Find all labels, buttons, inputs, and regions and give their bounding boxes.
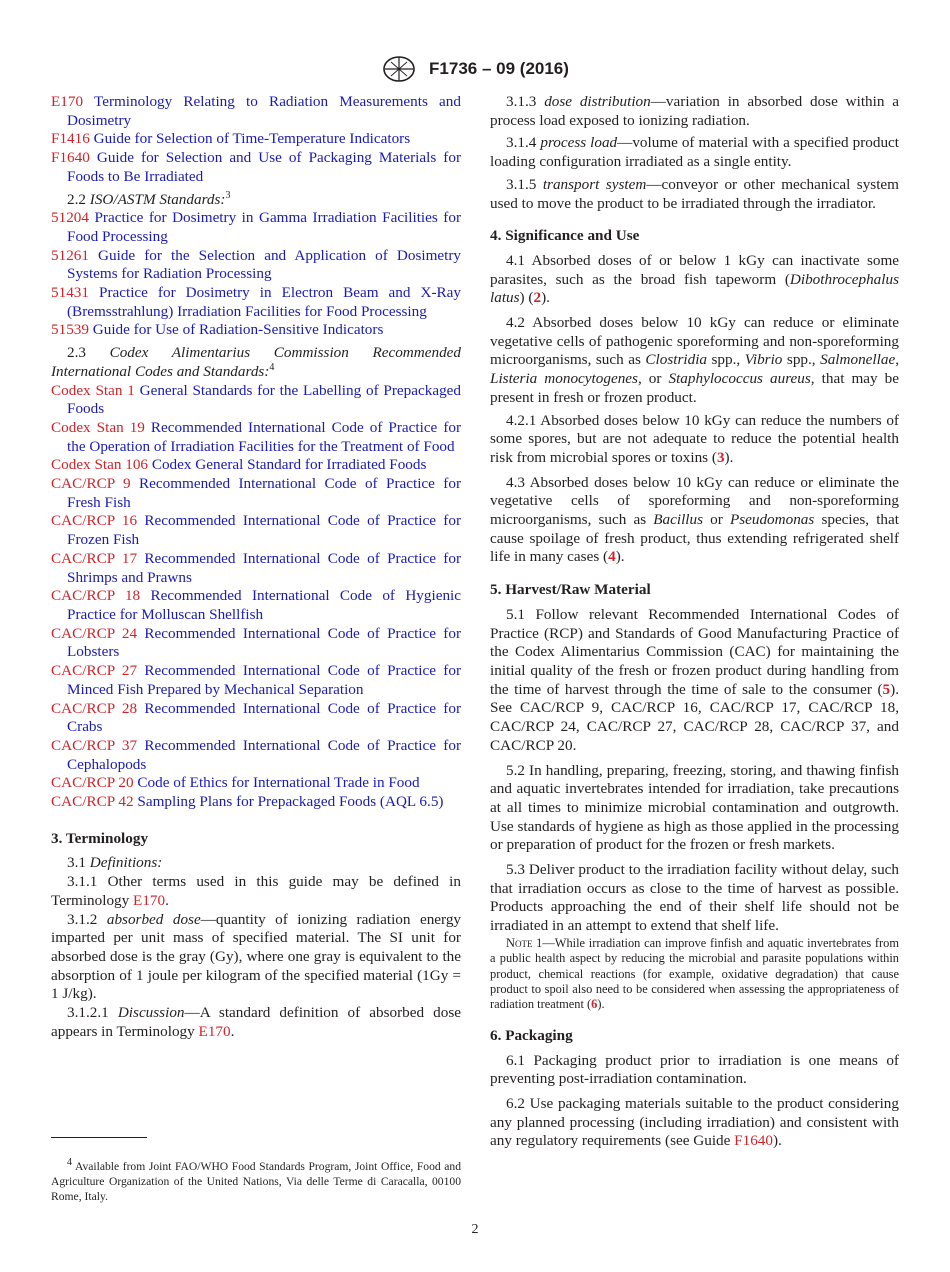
reference-list-iso — [51, 209, 461, 340]
reference-item[interactable] — [51, 321, 461, 340]
reference-title[interactable]: Recommended International Code of Practice for Fresh Fish — [67, 475, 462, 511]
reference-code[interactable]: CAC/RCP 28 — [51, 699, 138, 717]
footnote-4: $^4$ Available from Joint FAO/WHO Food Standards Program, Joint Office, Food and Agriculture Organization of the United Nations, Via delle Terme di Caracalla, 00100 Rome, Italy. — [51, 1156, 461, 1204]
reference-list-astm — [51, 93, 461, 187]
para-4-1: 4.1 Absorbed doses of or below 1 kGy can inactivate some parasites, such as the broad fish tapeworm (Dibothrocephalus latus) (2). — [490, 251, 899, 307]
para-3-1-2-1: 3.1.2.1 Discussion—A standard definition of absorbed dose appears in Terminology E170. — [51, 1004, 462, 1040]
right-column — [490, 93, 899, 1151]
reference-item[interactable] — [51, 149, 461, 186]
reference-title[interactable]: Recommended International Code of Practice for Crabs — [67, 699, 462, 736]
reference-code[interactable]: CAC/RCP 20 — [51, 774, 134, 792]
reference-code[interactable]: CAC/RCP 24 — [51, 624, 138, 642]
para-6-1: 6.1 Packaging product prior to irradiation is one means of preventing post-irradiation contamination. — [490, 1051, 899, 1088]
reference-item[interactable] — [51, 662, 461, 699]
reference-item[interactable] — [51, 130, 461, 149]
reference-title[interactable]: General Standards for the Labelling of Prepackaged Foods — [67, 381, 462, 418]
reference-code[interactable]: CAC/RCP 17 — [51, 549, 138, 567]
ref-link-4[interactable]: 4 — [608, 548, 616, 566]
reference-item[interactable] — [51, 774, 461, 793]
reference-code[interactable]: CAC/RCP 27 — [51, 662, 138, 680]
document-id: F1736 – 09 (2016) — [429, 59, 569, 78]
reference-title[interactable]: Recommended International Code of Hygienic Practice for Molluscan Shellfish — [67, 587, 461, 623]
reference-item[interactable] — [51, 284, 461, 321]
reference-item[interactable] — [51, 793, 461, 812]
reference-code[interactable]: Codex Stan 106 — [51, 456, 149, 474]
reference-item[interactable] — [51, 737, 461, 774]
para-3-1: 3.1 Definitions: — [67, 854, 163, 872]
reference-item[interactable] — [51, 550, 461, 587]
reference-title[interactable]: Recommended International Code of Practice for Minced Fish Prepared by Mechanical Separation — [67, 662, 462, 698]
reference-code[interactable]: Codex Stan 19 — [51, 418, 145, 436]
ref-link-5[interactable]: 5 — [882, 680, 891, 698]
reference-code[interactable]: Codex Stan 1 — [51, 381, 135, 399]
reference-code[interactable]: 51431 — [51, 284, 89, 302]
section-3-heading: 3. Terminology — [51, 829, 149, 847]
section-6-heading: 6. Packaging — [490, 1026, 573, 1044]
reference-code[interactable]: F1640 — [51, 149, 90, 167]
reference-item[interactable] — [51, 382, 461, 419]
para-3-1-2: 3.1.2 absorbed dose—quantity of ionizing radiation energy imparted per unit mass of specified material. The SI unit for absorbed dose is the gray (Gy), where one gray is equivalent to the absorption of 1 joule per kilogram of the specified material (1Gy = 1 J/kg). — [51, 910, 462, 1003]
para-5-2: 5.2 In handling, preparing, freezing, storing, and thawing finfish and aquatic invertebrates intended for irradiation, take precautions at all times to minimize microbial contamination and outgrowth. Use standards of hygiene as high as those applied in the processing or preparation of product for the frozen or fresh markets. — [490, 761, 899, 854]
reference-item[interactable] — [51, 512, 461, 549]
reference-title[interactable]: Guide for the Selection and Application of Dosimetry Systems for Radiation Processing — [67, 246, 461, 283]
reference-title[interactable]: Recommended International Code of Practice for Lobsters — [67, 624, 462, 661]
reference-list-codex — [51, 382, 461, 812]
para-3-1-5: 3.1.5 transport system—conveyor or other mechanical system used to move the product to be irradiated through the irradiator. — [490, 175, 899, 212]
page-number: 2 — [471, 1222, 479, 1237]
reference-title[interactable]: Recommended International Code of Practice for Cephalopods — [67, 736, 462, 773]
reference-code[interactable]: 51261 — [51, 246, 89, 264]
codex-standards-heading: 2.3 Codex Alimentarius Commission Recommended International Codes and Standards:$^4$ — [51, 344, 461, 380]
left-column — [51, 93, 461, 1041]
reference-title[interactable]: Guide for Selection of Time-Temperature Indicators — [93, 130, 411, 148]
iso-standards-heading: 2.2 ISO/ASTM Standards:$^3$ — [67, 189, 231, 208]
ref-link-2[interactable]: 2 — [533, 289, 542, 307]
reference-title[interactable]: Code of Ethics for International Trade in Food — [137, 774, 420, 792]
ref-link-3[interactable]: 3 — [716, 448, 725, 466]
link-e170[interactable]: E170 — [133, 891, 166, 909]
astm-logo-icon — [381, 54, 417, 84]
reference-code[interactable]: 51204 — [51, 209, 89, 227]
reference-title[interactable]: Terminology Relating to Radiation Measurements and Dosimetry — [67, 93, 461, 129]
reference-item[interactable] — [51, 209, 461, 246]
reference-code[interactable]: CAC/RCP 18 — [51, 587, 141, 605]
link-f1640[interactable]: F1640 — [734, 1132, 773, 1150]
para-3-1-1: 3.1.1 Other terms used in this guide may be defined in Terminology E170. — [51, 873, 461, 909]
reference-item[interactable] — [51, 587, 461, 624]
note-1: Note 1—While irradiation can improve finfish and aquatic invertebrates from a public health aspect by reducing the microbial and parasite populations within product, chemical reactions (for example, oxidative degradation) that cause product to spoil also need to be considered when assessing the appropriateness of radiation treatment (6). — [490, 935, 899, 1012]
para-5-3: 5.3 Deliver product to the irradiation facility without delay, such that irradiation occurs as close to the time of harvest as possible. Products approaching the end of their shelf life should not be irradiated in an attempt to extend that shelf life. — [490, 861, 899, 935]
para-3-1-3: 3.1.3 dose distribution—variation in absorbed dose within a process load exposed to ionizing radiation. — [490, 93, 899, 129]
reference-code[interactable]: CAC/RCP 37 — [51, 736, 138, 754]
ref-link-6[interactable]: 6 — [591, 997, 598, 1012]
reference-code[interactable]: E170 — [51, 93, 84, 110]
reference-title[interactable]: Guide for Selection and Use of Packaging Materials for Foods to Be Irradiated — [67, 149, 462, 185]
footnote-divider — [51, 1137, 147, 1138]
reference-title[interactable]: Recommended International Code of Practice for the Operation of Irradiation Facilities for the Treatment of Food — [67, 418, 462, 455]
para-4-2-1: 4.2.1 Absorbed doses below 10 kGy can reduce the numbers of some spores, but are not adequate to reduce the potential health risk from microbial spores or toxins (3). — [490, 411, 899, 466]
para-5-1: 5.1 Follow relevant Recommended International Codes of Practice (RCP) and Standards of Good Manufacturing Practice of the Codex Alimentarius Commission (CAC) for maintaining the initial quality of the fresh or frozen product during handling from the time of harvest through the time of sale to the consumer (5). See CAC/RCP 9, CAC/RCP 16, CAC/RCP 17, CAC/RCP 18, CAC/RCP 24, CAC/RCP 27, CAC/RCP 28, CAC/RCP 37, and CAC/RCP 20. — [490, 605, 899, 754]
reference-item[interactable] — [51, 475, 461, 512]
para-6-2: 6.2 Use packaging materials suitable to the product considering any planned processing (including irradiation) and consistent with any regulatory requirements (see Guide F1640). — [490, 1094, 899, 1150]
reference-code[interactable]: CAC/RCP 9 — [51, 475, 131, 493]
reference-item[interactable] — [51, 700, 461, 737]
section-5-heading: 5. Harvest/Raw Material — [490, 581, 651, 599]
reference-title[interactable]: Recommended International Code of Practice for Shrimps and Prawns — [67, 549, 462, 586]
reference-title[interactable]: Codex General Standard for Irradiated Foods — [151, 456, 427, 474]
page-header — [0, 54, 950, 84]
reference-title[interactable]: Practice for Dosimetry in Gamma Irradiation Facilities for Food Processing — [67, 209, 462, 245]
section-4-heading: 4. Significance and Use — [490, 227, 640, 245]
reference-code[interactable]: CAC/RCP 16 — [51, 512, 138, 530]
reference-code[interactable]: F1416 — [51, 130, 90, 148]
reference-item[interactable] — [51, 247, 461, 284]
para-4-2: 4.2 Absorbed doses below 10 kGy can reduce or eliminate vegetative cells of pathogenic sporeforming and non-sporeforming microorganisms, such as Clostridia spp., Vibrio spp., Salmonellae, Listeria monocytogenes, or Staphylococcus aureus, that may be present in fresh or frozen product. — [490, 314, 899, 406]
reference-title[interactable]: Guide for Use of Radiation-Sensitive Indicators — [92, 321, 384, 339]
reference-title[interactable]: Recommended International Code of Practice for Frozen Fish — [67, 512, 462, 549]
reference-item[interactable] — [51, 419, 461, 456]
link-e170[interactable]: E170 — [198, 1022, 231, 1040]
para-3-1-4: 3.1.4 process load—volume of material with a specified product loading configuration irradiated as a single entity. — [490, 134, 899, 171]
reference-item[interactable] — [51, 93, 461, 130]
reference-item[interactable] — [51, 625, 461, 662]
reference-code[interactable]: CAC/RCP 42 — [51, 793, 134, 811]
reference-code[interactable]: 51539 — [51, 321, 89, 339]
para-4-3: 4.3 Absorbed doses below 10 kGy can reduce or eliminate the vegetative cells of sporeforming and non-sporeforming microorganisms, such as Bacillus or Pseudomonas species, that cause spoilage of fresh product, thus extending refrigerated shelf life in many cases (4). — [490, 473, 899, 566]
reference-title[interactable]: Practice for Dosimetry in Electron Beam and X-Ray (Bremsstrahlung) Irradiation Facilities for Food Processing — [67, 284, 461, 320]
reference-item[interactable] — [51, 456, 461, 475]
reference-title[interactable]: Sampling Plans for Prepackaged Foods (AQL 6.5) — [137, 793, 444, 811]
